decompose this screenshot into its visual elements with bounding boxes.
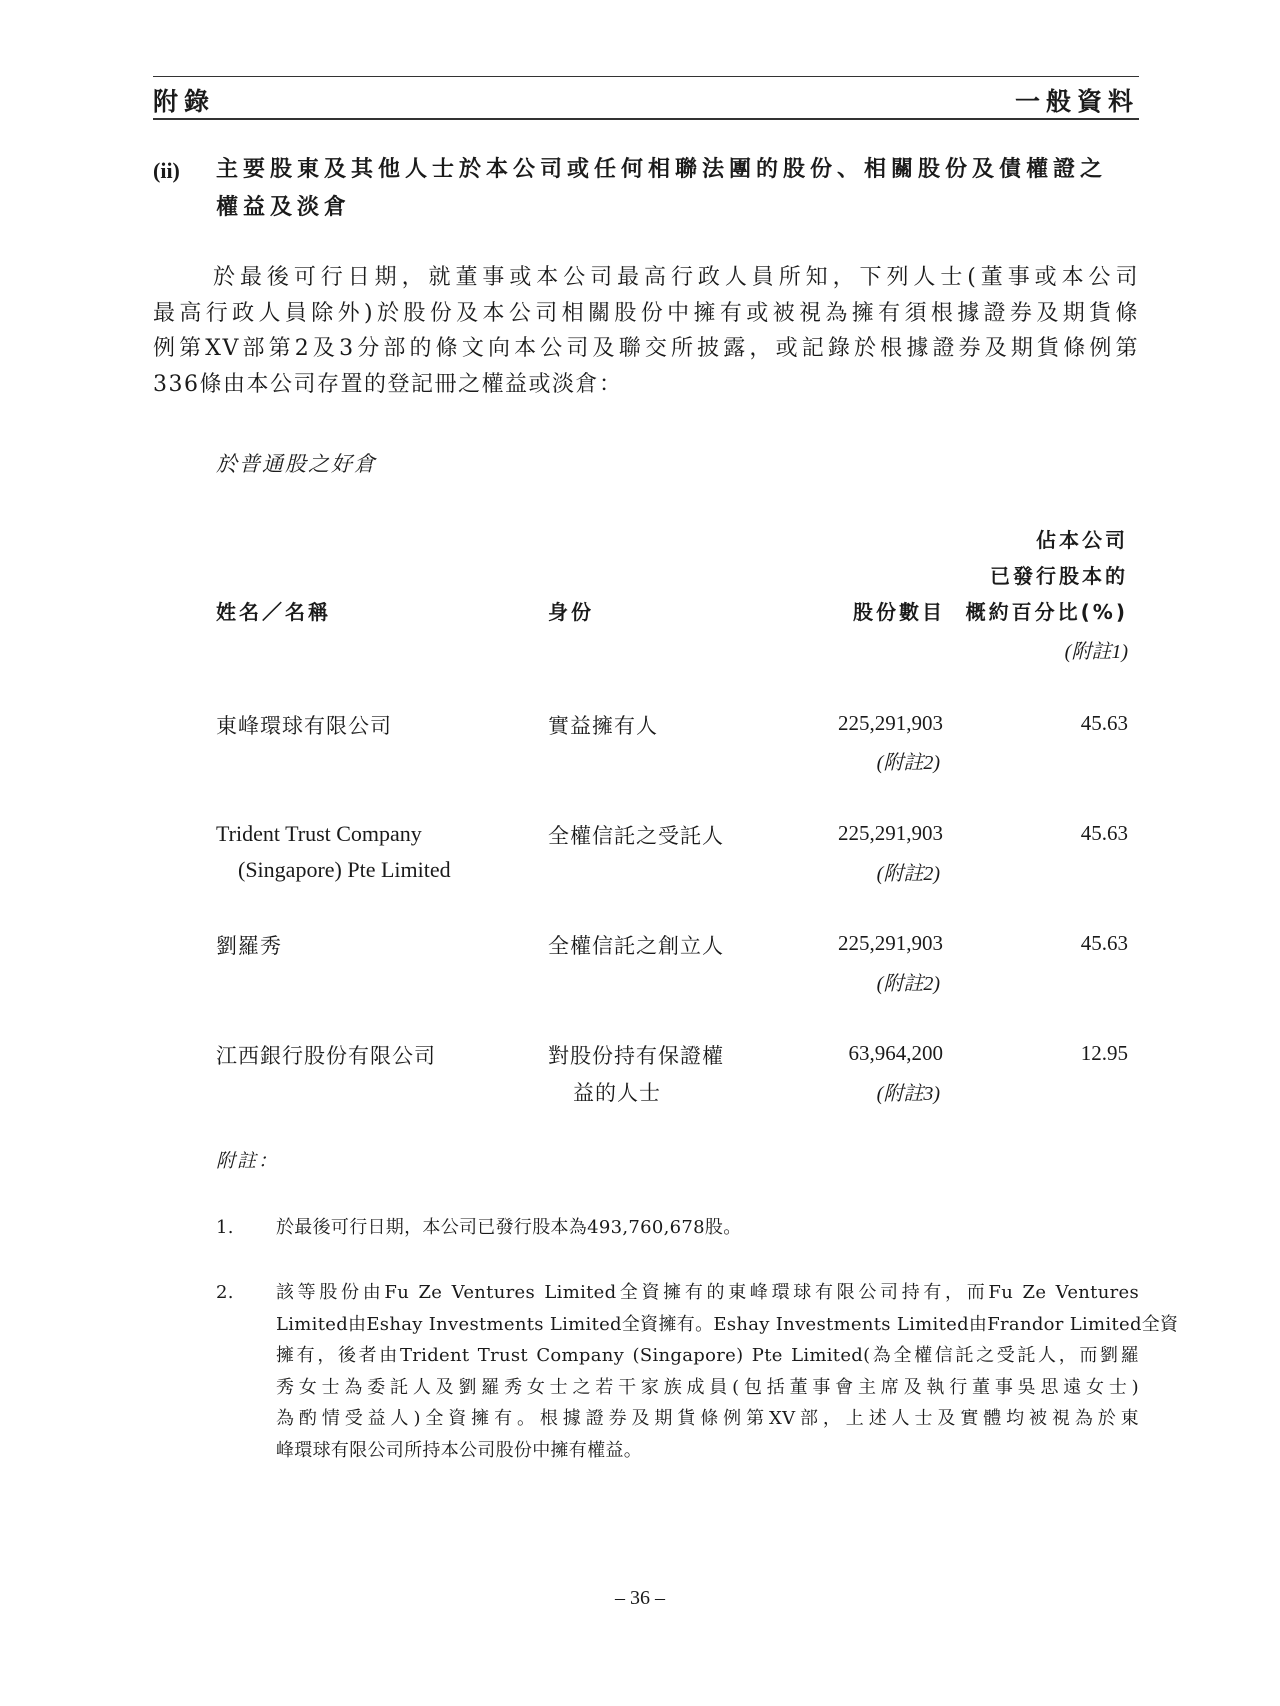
col-header-shares: 股份數目 — [853, 600, 945, 624]
row-1-shares: 225,291,903 — [838, 711, 943, 735]
intro-line-2: 最高行政人員除外)於股份及本公司相關股份中擁有或被視為擁有須根據證券及期貨條 — [153, 300, 1139, 326]
note-2-line-5: 為酌情受益人)全資擁有。根據證券及期貨條例第XV部，上述人士及實體均被視為於東 — [276, 1408, 1139, 1429]
section-title-line-1: 主要股東及其他人士於本公司或任何相聯法團的股份、相關股份及債權證之 — [216, 157, 1108, 182]
col-header-pct-note: (附註1) — [1064, 641, 1128, 663]
row-2-capacity: 全權信託之受託人 — [548, 824, 724, 848]
row-3-shares: 225,291,903 — [838, 931, 943, 955]
section-title-line-2: 權益及淡倉 — [216, 195, 352, 220]
row-3-note: (附註2) — [876, 973, 940, 995]
col-header-name: 姓名／名稱 — [216, 600, 331, 624]
subheading: 於普通股之好倉 — [216, 452, 377, 476]
intro-paragraph — [153, 260, 1139, 402]
row-2-pct: 45.63 — [1080, 821, 1128, 845]
row-3-capacity: 全權信託之創立人 — [548, 934, 724, 958]
note-2-number: 2. — [216, 1282, 234, 1303]
row-1-pct: 45.63 — [1080, 711, 1128, 735]
note-2-line-3: 擁有，後者由Trident Trust Company (Singapore) Pte Limited(為全權信託之受託人，而劉羅 — [276, 1345, 1139, 1366]
row-4-note: (附註3) — [876, 1083, 940, 1105]
page-number: – 36 – — [615, 1587, 665, 1609]
row-4-capacity-line-1: 對股份持有保證權 — [548, 1044, 724, 1068]
row-1-note: (附註2) — [876, 752, 940, 774]
row-1-capacity: 實益擁有人 — [548, 714, 658, 738]
header-left-title: 附錄 — [153, 87, 216, 116]
intro-line-4: 336條由本公司存置的登記冊之權益或淡倉： — [153, 371, 623, 397]
header-bottom-rule — [153, 118, 1139, 120]
col-header-pct-line-1: 佔本公司 — [1036, 528, 1128, 552]
note-2-line-2: Limited由Eshay Investments Limited全資擁有。Eshay Investments Limited由Frandor Limited全資 — [276, 1313, 1179, 1335]
row-4-shares: 63,964,200 — [848, 1041, 943, 1065]
note-2-line-4: 秀女士為委託人及劉羅秀女士之若干家族成員(包括董事會主席及執行董事吳思遠女士) — [276, 1376, 1139, 1398]
col-header-pct-line-3: 概約百分比(%) — [965, 600, 1128, 624]
row-1-name: 東峰環球有限公司 — [216, 714, 392, 738]
header-top-rule — [153, 76, 1139, 77]
row-4-capacity-line-2: 益的人士 — [573, 1081, 661, 1105]
row-2-note: (附註2) — [876, 863, 940, 885]
section-number: (ii) — [153, 158, 180, 183]
row-2-shares: 225,291,903 — [838, 821, 943, 845]
col-header-capacity: 身份 — [548, 600, 594, 624]
note-1-number: 1. — [216, 1217, 234, 1238]
row-3-pct: 45.63 — [1080, 931, 1128, 955]
row-2-name-line-2: (Singapore) Pte Limited — [238, 857, 451, 882]
note-2-line-6: 峰環球有限公司所持本公司股份中擁有權益。 — [276, 1439, 642, 1461]
col-header-pct-line-2: 已發行股本的 — [990, 564, 1128, 588]
section-title — [216, 151, 1141, 227]
header-right-title: 一般資料 — [1014, 87, 1139, 116]
row-4-name: 江西銀行股份有限公司 — [216, 1044, 436, 1068]
row-4-pct: 12.95 — [1080, 1041, 1128, 1065]
row-2-name-line-1: Trident Trust Company — [216, 821, 422, 846]
note-2-line-1: 該等股份由Fu Ze Ventures Limited全資擁有的東峰環球有限公司持有，而Fu Ze Ventures — [276, 1282, 1139, 1303]
intro-line-1: 於最後可行日期，就董事或本公司最高行政人員所知，下列人士(董事或本公司 — [213, 265, 1139, 290]
note-1-text: 於最後可行日期，本公司已發行股本為493,760,678股。 — [276, 1217, 742, 1238]
notes-heading: 附註： — [216, 1150, 280, 1172]
note-2-text — [276, 1277, 1179, 1466]
row-3-name: 劉羅秀 — [216, 934, 282, 958]
intro-line-3: 例第XV部第2及3分部的條文向本公司及聯交所披露，或記錄於根據證券及期貨條例第 — [153, 336, 1139, 361]
